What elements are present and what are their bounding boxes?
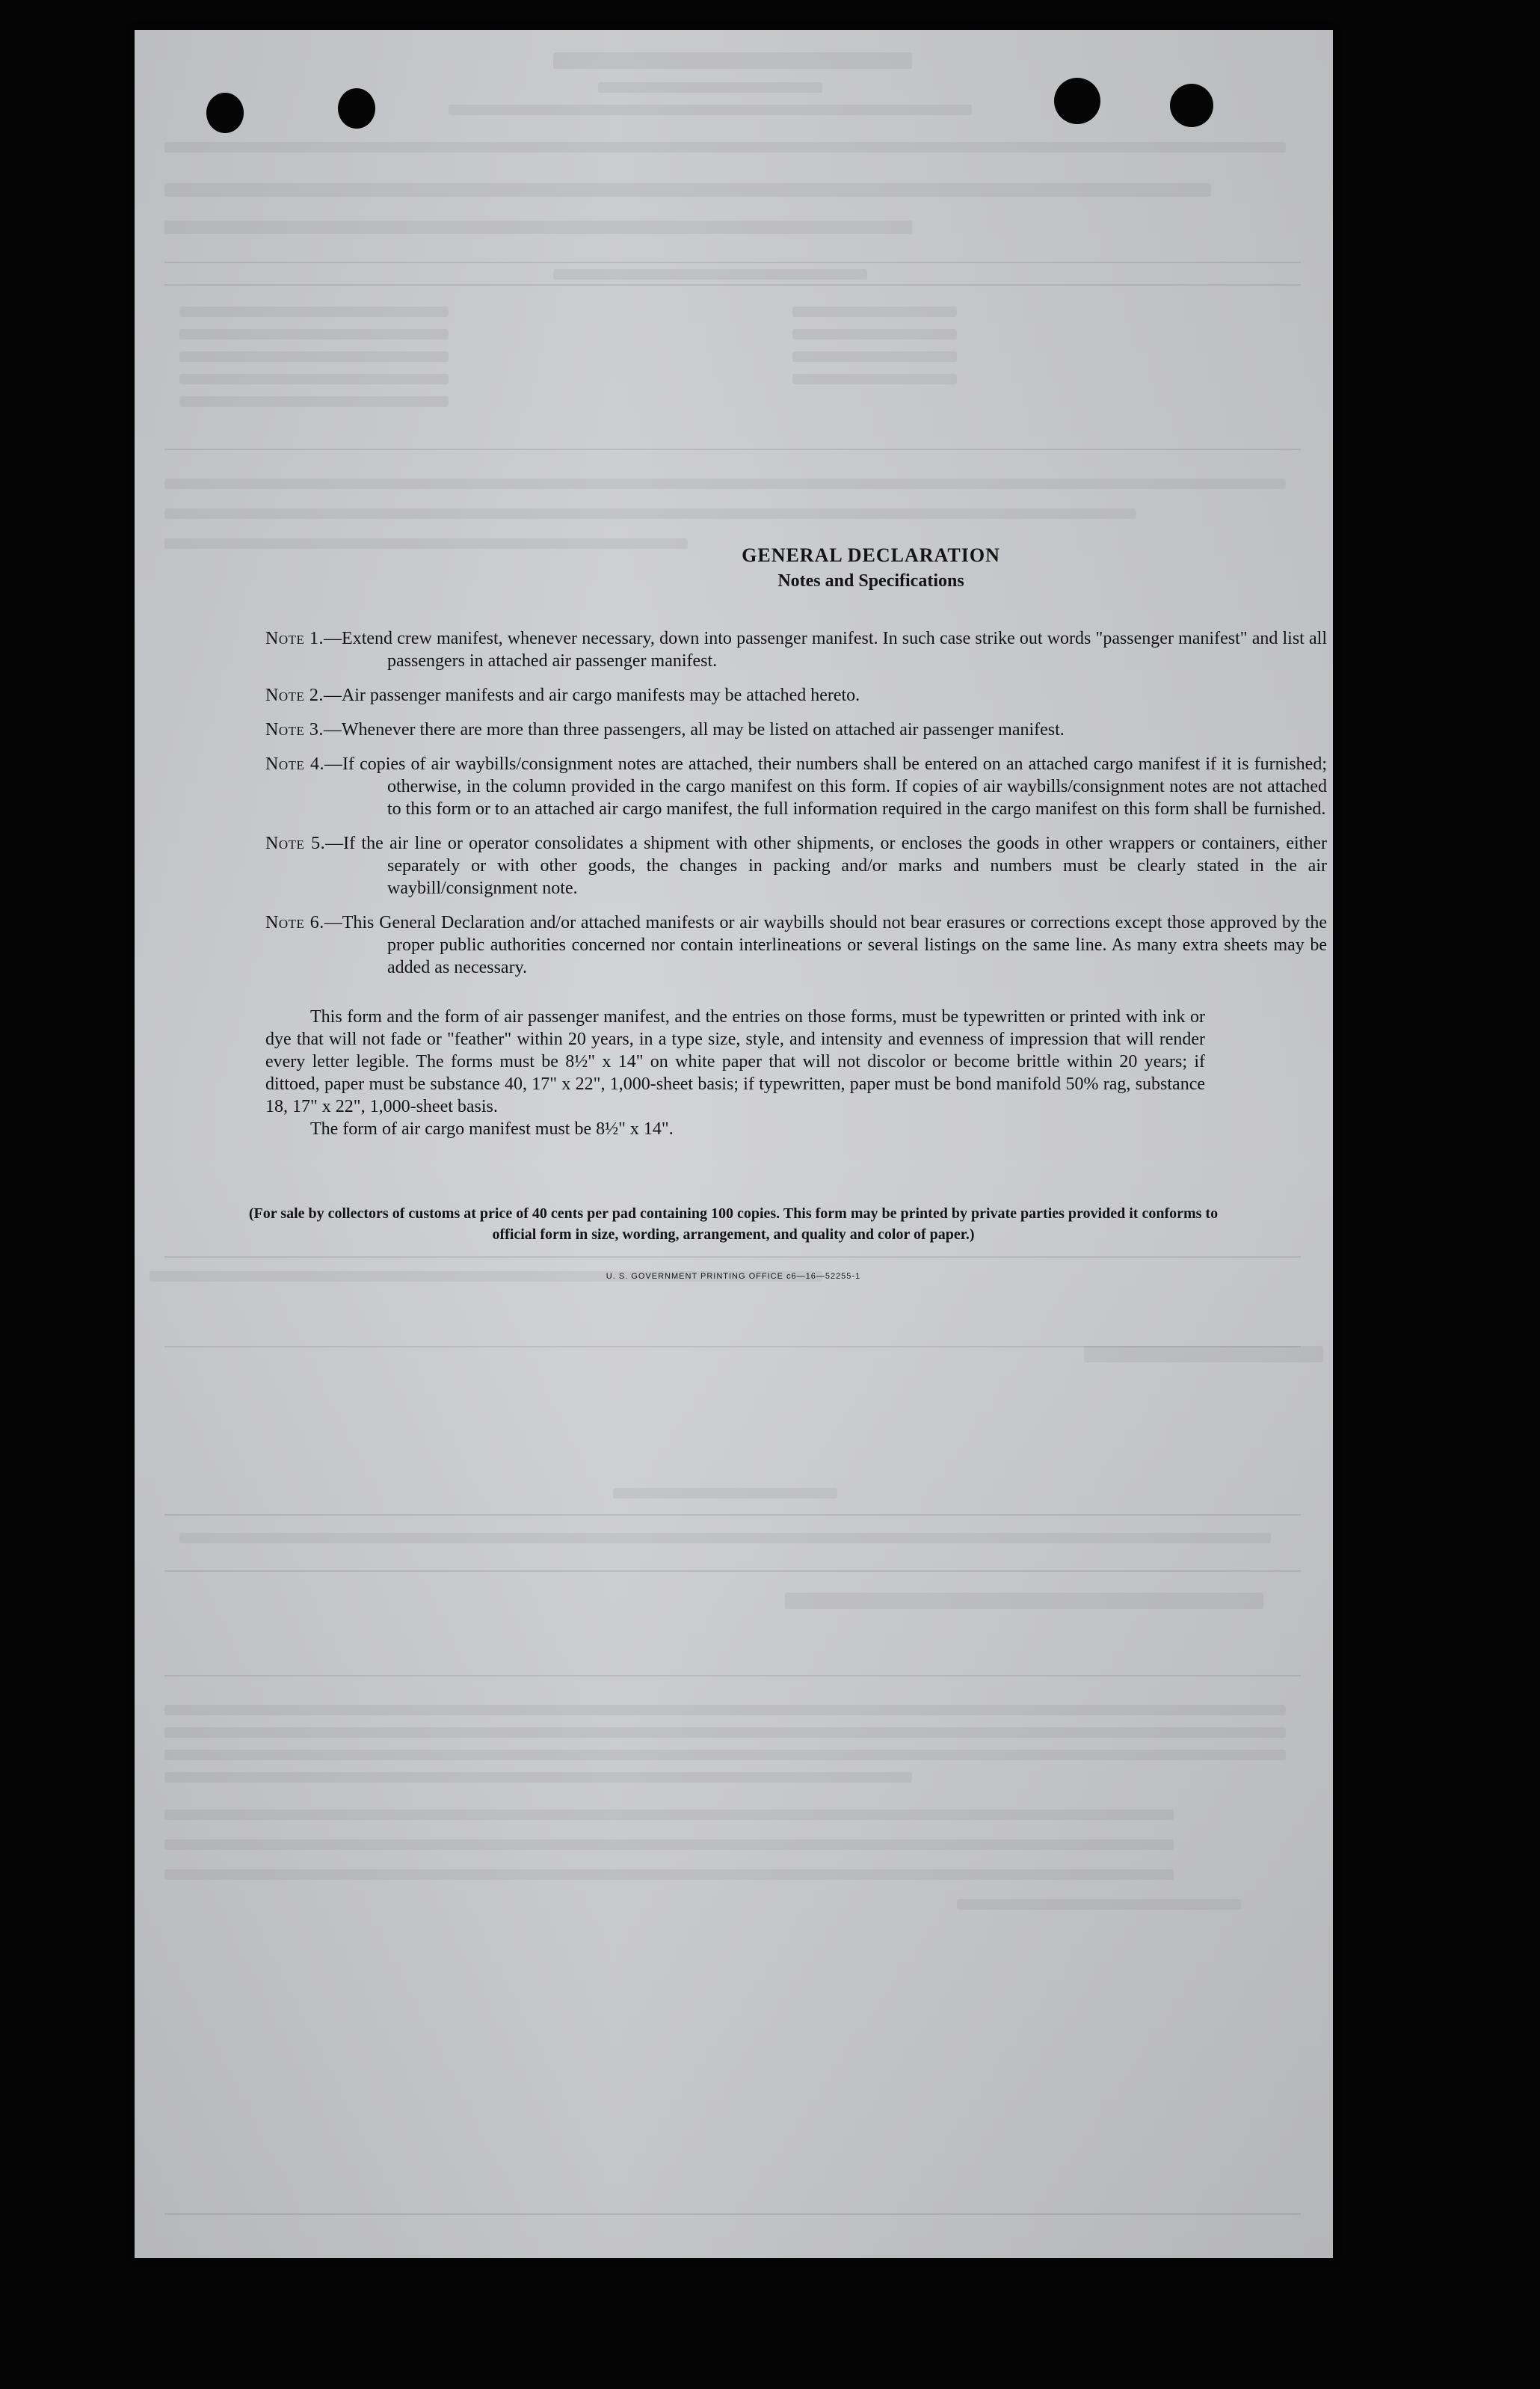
paper-specification-paragraph: This form and the form of air passenger manifest, and the entries on those forms, must be typewritten or printed with ink or dye that will not fade or "feather" within 20 years, in a type size, style, and intensity and evenness of impression that will render every letter legible. The forms must be 8½" x 14" on white paper that will not discolor or become brittle within 20 years; if dittoed, paper must be substance 40, 17" x 22", 1,000-sheet basis; if typewritten, paper must be bond manifold 50% rag, substance 18, 17" x 22", 1,000-sheet basis.	[265, 1007, 1205, 1116]
notes-and-specifications	[248, 544, 1333, 1281]
punch-hole	[1170, 84, 1213, 127]
note-text: —Extend crew manifest, whenever necessary, down into passenger manifest. In such case strike out words "passenger manifest" and list all passengers in attached air passenger manifest.	[324, 629, 1327, 671]
note-label: Note 2.	[265, 686, 324, 705]
sale-notice: (For sale by collectors of customs at price of 40 cents per pad containing 100 copies. This form may be printed by private parties provided it conforms to official form in size, wording, arrangement, and quality and color of paper.)	[248, 1205, 1219, 1243]
note-label: Note 1.	[265, 629, 324, 648]
note-4	[265, 753, 1327, 820]
note-6	[265, 911, 1327, 979]
note-text: —Whenever there are more than three passengers, all may be listed on attached air passenger manifest.	[323, 720, 1065, 740]
note-3	[265, 719, 1327, 741]
note-label: Note 3.	[265, 720, 324, 740]
printer-imprint: U. S. GOVERNMENT PRINTING OFFICE c6—16—52255-1	[606, 1272, 861, 1281]
note-text: —This General Declaration and/or attached manifests or air waybills should not bear erasures or corrections except those approved by the proper public authorities concerned nor contain interlineations or several listings on the same line. As many extra sheets may be added as necessary.	[324, 913, 1327, 977]
punch-hole	[206, 93, 244, 133]
note-2	[265, 684, 1327, 707]
note-text: —If the air line or operator consolidates a shipment with other shipments, or encloses the goods in other wrappers or containers, either separately or with other goods, the changes in packing and/or marks and numbers must be clearly stated in the air waybill/consignment note.	[325, 834, 1327, 898]
note-text: —Air passenger manifests and air cargo manifests may be attached hereto.	[323, 686, 860, 705]
note-label: Note 5.	[265, 834, 326, 853]
note-5	[265, 832, 1327, 900]
note-label: Note 4.	[265, 754, 324, 774]
punch-hole	[338, 88, 375, 129]
note-text: —If copies of air waybills/consignment notes are attached, their numbers shall be entered on an attached cargo manifest if it is furnished; otherwise, in the column provided in the cargo manifest on this form. If copies of air waybills/consignment notes are not attached to this form or to an attached air cargo manifest, the full information required in the cargo manifest on this form shall be furnished.	[324, 754, 1327, 819]
document-page	[135, 30, 1333, 2258]
document-title: GENERAL DECLARATION	[742, 544, 1000, 566]
note-1	[265, 627, 1327, 672]
punch-hole	[1054, 78, 1100, 124]
document-subtitle: Notes and Specifications	[777, 571, 964, 591]
note-label: Note 6.	[265, 913, 324, 932]
cargo-manifest-size-paragraph: The form of air cargo manifest must be 8½" x 14".	[310, 1119, 674, 1139]
